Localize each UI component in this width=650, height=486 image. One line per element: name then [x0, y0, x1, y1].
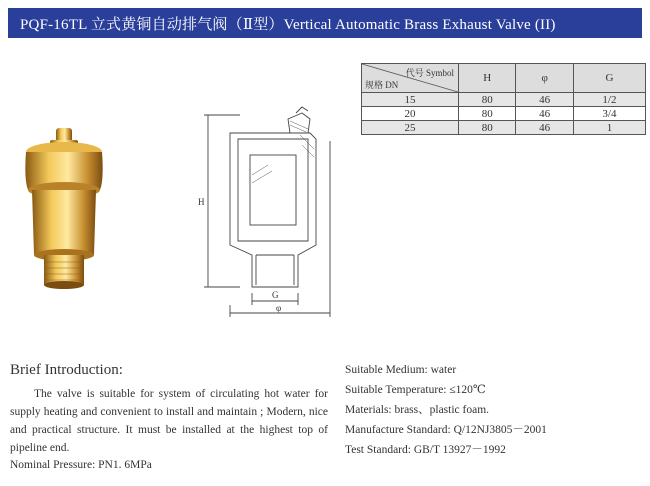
spec-table-corner — [362, 64, 459, 93]
header-title: PQF-16TL 立式黄铜自动排气阀（Ⅱ型）Vertical Automatic Brass Exhaust Valve (II) — [20, 16, 556, 33]
cell-h: 80 — [459, 107, 516, 121]
intro-title: Brief Introduction: — [10, 362, 123, 378]
cell-g: 1/2 — [573, 93, 645, 107]
cell-g: 1 — [573, 121, 645, 135]
spec-table-header-row — [362, 64, 646, 93]
spec-table — [361, 63, 646, 135]
cell-dn: 20 — [362, 107, 459, 121]
cell-dn: 15 — [362, 93, 459, 107]
specs-list — [345, 360, 547, 460]
cell-phi: 46 — [516, 121, 573, 135]
header-h: H — [459, 64, 516, 93]
spec-medium: Suitable Medium: water — [345, 364, 457, 376]
cell-h: 80 — [459, 121, 516, 135]
table-row — [362, 93, 646, 107]
nominal-pressure: Nominal Pressure: PN1. 6MPa — [10, 459, 152, 471]
table-row — [362, 121, 646, 135]
cell-h: 80 — [459, 93, 516, 107]
page-header — [8, 8, 642, 38]
valve-photo — [14, 120, 114, 300]
header-phi: φ — [516, 64, 573, 93]
cell-g: 3/4 — [573, 107, 645, 121]
drawing-label-h: H — [198, 197, 205, 207]
spec-manufacture: Manufacture Standard: Q/12NJ3805－2001 — [345, 424, 547, 436]
spec-test: Test Standard: GB/T 13927－1992 — [345, 444, 506, 456]
valve-section-drawing — [190, 105, 350, 320]
cell-dn: 25 — [362, 121, 459, 135]
intro-paragraph: The valve is suitable for system of circulating hot water for supply heating and convenient to install and maintain ; Modern, nice and practical structure. It must be installed at the highest top of pipeline end. — [10, 388, 328, 454]
spec-temperature: Suitable Temperature: ≤120℃ — [345, 384, 486, 396]
drawing-label-g: G — [272, 290, 279, 300]
header-g: G — [573, 64, 645, 93]
cell-phi: 46 — [516, 93, 573, 107]
spec-materials: Materials: brass、plastic foam. — [345, 404, 490, 416]
cell-phi: 46 — [516, 107, 573, 121]
corner-symbol-label: 代号 Symbol — [405, 68, 454, 78]
drawing-label-phi: φ — [276, 303, 282, 313]
table-row — [362, 107, 646, 121]
corner-dn-label: 规格 DN — [365, 80, 399, 90]
intro-text — [10, 385, 328, 457]
